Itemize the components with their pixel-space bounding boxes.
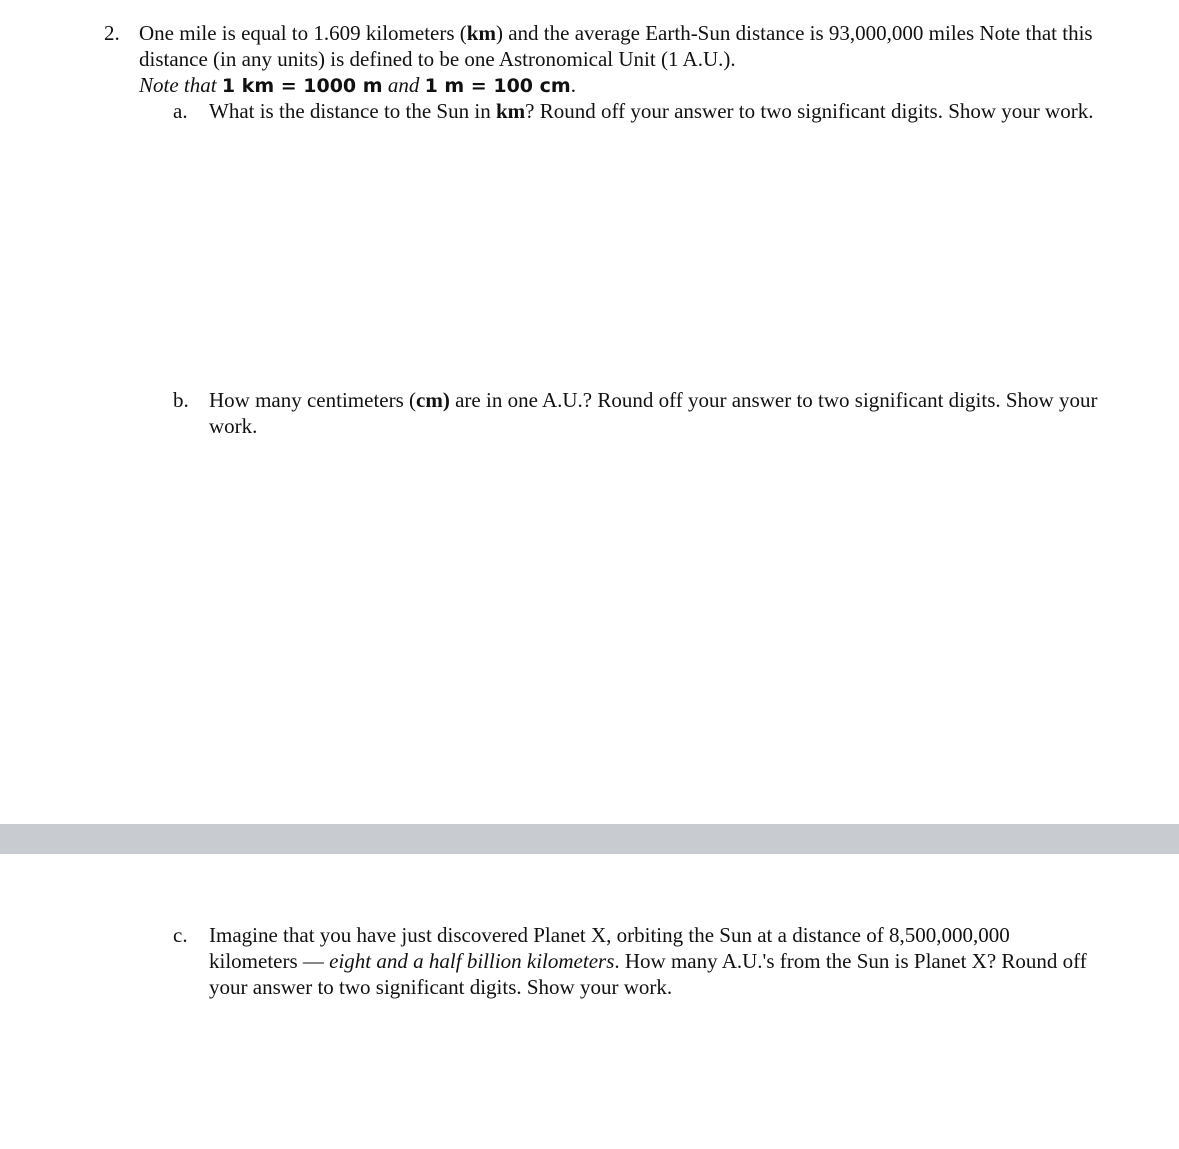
part-b-line-2: work.: [209, 414, 258, 438]
part-c-letter: c.: [173, 923, 188, 947]
part-a-post: ? Round off your answer to two significant digits. Show your work.: [525, 99, 1094, 123]
part-a-pre: What is the distance to the Sun in: [209, 99, 496, 123]
question-line-2: distance (in any units) is defined to be one Astronomical Unit (1 A.U.).: [139, 47, 736, 71]
part-c-line-2-pre: kilometers —: [209, 949, 330, 973]
part-b-post: are in one A.U.? Round off your answer to two significant digits. Show your: [449, 388, 1098, 412]
note-italic-1: Note that: [139, 73, 222, 97]
question-line-1-post: ) and the average Earth-Sun distance is 93,000,000 miles Note that this: [495, 21, 1093, 45]
question-line-1-pre: One mile is equal to 1.609 kilometers (: [139, 21, 467, 45]
part-a-letter: a.: [173, 99, 188, 123]
page-bottom: [0, 854, 1179, 1149]
question-line-1-bold: km: [466, 21, 496, 45]
part-c-line-2: [209, 948, 1087, 974]
part-c-line-1: Imagine that you have just discovered Planet X, orbiting the Sun at a distance of 8,500,000,000: [209, 923, 1010, 947]
part-c-line-2-italic: eight and a half billion kilometers: [329, 949, 615, 973]
question-note: [139, 72, 576, 99]
part-a-text: [209, 98, 1093, 124]
part-c-line-3: your answer to two significant digits. Show your work.: [209, 975, 673, 999]
note-bold-1: 1 km = 1000 m: [221, 75, 383, 97]
part-b-letter: b.: [173, 388, 189, 412]
note-bold-2: 1 m = 100 cm: [424, 75, 571, 97]
question-number: 2.: [104, 21, 120, 45]
part-a-bold: km: [495, 99, 526, 123]
note-end: .: [570, 73, 576, 97]
part-b-text: [209, 387, 1097, 413]
question-line-1: [139, 20, 1093, 46]
note-italic-2: and: [382, 73, 425, 97]
part-b-bold: cm): [416, 388, 450, 412]
part-c-line-2-post: . How many A.U.'s from the Sun is Planet X? Round off: [614, 949, 1087, 973]
page-break: [0, 824, 1179, 854]
part-b-pre: How many centimeters (: [209, 388, 417, 412]
